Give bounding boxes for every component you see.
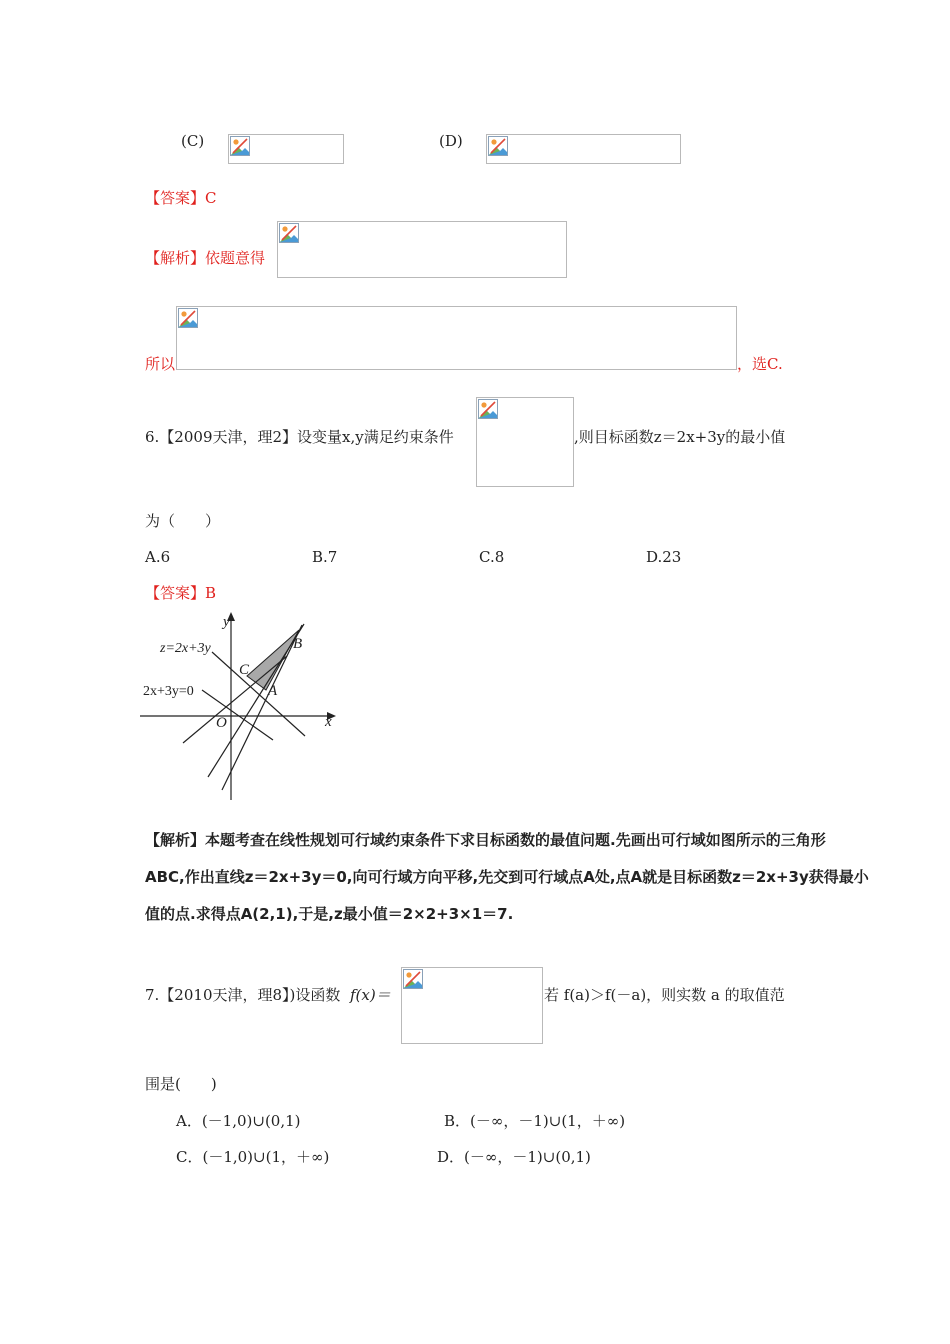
choose-text: ，选C. (737, 355, 783, 373)
point-c-label: C (239, 662, 250, 678)
analysis-text: 依题意得 (205, 249, 266, 267)
q6-analysis-line2: ABC,作出直线z＝2x+3y＝0,向可行域方向平移,先交到可行域点A处,点A就是目标函数z＝2x+3y获得最小 (145, 868, 869, 886)
q6-analysis-line3: 值的点.求得点A(2,1),于是,z最小值＝2×2+3×1＝7. (145, 905, 514, 923)
q7-stem-suffix: 若 f(a)＞f(－a)，则实数 a 的取值范 (544, 986, 785, 1004)
q6-stem-line2: 为（ ） (145, 512, 221, 530)
x-label: x (325, 714, 332, 730)
analysis-text-1: 本题考查在线性规划可行域约束条件下求目标函数的最值问题.先画出可行域如图所示的三角形 (205, 831, 826, 849)
feasible-triangle (247, 630, 299, 690)
so-text: 所以 (145, 355, 176, 373)
line-z-label: z=2x+3y (160, 641, 211, 656)
q6-analysis-line1 (145, 830, 826, 850)
q5-answer (145, 188, 217, 208)
option-d-label: (D) (439, 132, 463, 150)
broken-image-icon (488, 136, 508, 156)
analysis-tag: 【解析】 (145, 249, 206, 267)
point-a-label: A (268, 683, 278, 699)
broken-image-icon (279, 223, 299, 243)
analysis-formula-image (277, 221, 567, 278)
q6-constraints-image (476, 397, 574, 487)
answer-value: C (205, 189, 217, 207)
answer-value: B (205, 584, 217, 602)
answer-tag: 【答案】 (145, 584, 206, 602)
q7-option-d: D．(－∞，－1)∪(0,1) (437, 1148, 591, 1166)
origin-label: O (216, 715, 227, 731)
broken-image-icon (403, 969, 423, 989)
boundary-line-ab-outer (222, 625, 302, 790)
point-b-label: B (293, 636, 303, 652)
option-c-image (228, 134, 344, 164)
broken-image-icon (178, 308, 198, 328)
q6-option-b: B.7 (312, 548, 338, 566)
q6-option-d: D.23 (646, 548, 682, 566)
option-d-image (486, 134, 681, 164)
q6-answer (145, 583, 216, 603)
broken-image-icon (230, 136, 250, 156)
q6-option-a: A.6 (145, 548, 171, 566)
analysis-tag: 【解析】 (145, 831, 206, 849)
q7-stem-prefix: 7.【2010天津，理8】)设函数 (145, 986, 341, 1004)
q5-analysis (145, 248, 265, 268)
q6-stem-prefix: 6.【2009天津，理2】设变量x,y满足约束条件 (145, 428, 454, 446)
q7-stem-line2: 围是( ) (145, 1075, 217, 1093)
option-c-label: (C) (181, 132, 205, 150)
boundary-line-ab (208, 624, 304, 777)
q7-option-a: A．(－1,0)∪(0,1) (176, 1112, 301, 1130)
q6-option-c: C.8 (479, 548, 505, 566)
q7-fx: f(x)＝ (350, 986, 391, 1004)
line-zero-label: 2x+3y=0 (143, 684, 194, 699)
q7-function-image (401, 967, 543, 1044)
line-ac (183, 656, 287, 743)
answer-tag: 【答案】 (145, 189, 206, 207)
q6-stem-suffix: ,则目标函数z＝2x+3y的最小值 (574, 428, 786, 446)
broken-image-icon (478, 399, 498, 419)
so-formula-image (176, 306, 737, 370)
q7-option-c: C．(－1,0)∪(1，＋∞) (176, 1148, 330, 1166)
y-label: y (223, 614, 230, 630)
q7-option-b: B．(－∞，－1)∪(1，＋∞) (444, 1112, 626, 1130)
feasible-region-figure (140, 610, 350, 802)
